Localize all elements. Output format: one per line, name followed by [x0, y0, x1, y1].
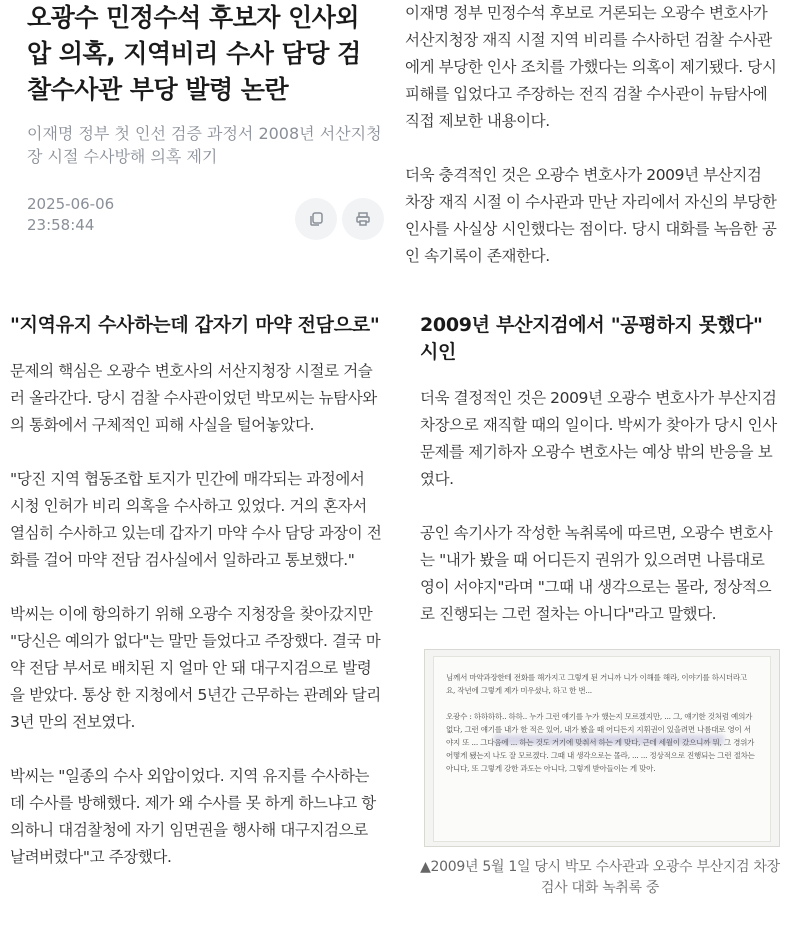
paragraph: 더욱 충격적인 것은 오광수 변호사가 2009년 부산지검 차장 재직 시절 이 수사관과 만난 자리에서 자신의 부당한 인사를 사실상 시인했다는 점이다. 당시 대화를 녹음한 공인 속기록이 존재한다. [405, 166, 777, 265]
print-icon [355, 211, 371, 227]
section-title: 2009년 부산지검에서 "공평하지 못했다" 시인 [420, 314, 763, 363]
publish-date: 2025-06-06 [27, 195, 115, 213]
subheadline: 이재명 정부 첫 인선 검증 과정서 2008년 서산지청장 시절 수사방해 의혹 제기 [27, 124, 382, 166]
publish-time: 23:58:44 [27, 216, 95, 234]
meta-row [27, 194, 382, 254]
paragraph: 공인 속기사가 작성한 녹취록에 따르면, 오광수 변호사는 "내가 봤을 때 어디든지 권위가 있으려면 나름대로 영이 서야지"라며 "그때 내 생각으로는 몰라, 정상적으로 진행되는 그런 절차는 아니다"라고 말했다. [420, 524, 773, 623]
paragraph: 박씨는 이에 항의하기 위해 오광수 지청장을 찾아갔지만 "당신은 예의가 없다"는 말만 들었다고 주장했다. 결국 마약 전담 부서로 배치된 지 얼마 안 돼 대구지검으로 발령을 받았다. 통상 한 지청에서 5년간 근무하는 관례와 달리 3년 만의 전보였다. [10, 605, 381, 731]
print-button[interactable] [342, 198, 384, 240]
paragraph: "당진 지역 협동조합 토지가 민간에 매각되는 과정에서 시청 인허가 비리 의혹을 수사하고 있었다. 거의 혼자서 열심히 수사하고 있는데 갑자기 마약 수사 담당 과장이 전화를 걸어 마약 전담 검사실에서 일하라고 통보했다." [10, 470, 382, 569]
copy-button[interactable] [295, 198, 337, 240]
intro-section [405, 0, 780, 297]
paragraph: 더욱 결정적인 것은 2009년 오광수 변호사가 부산지검 차장으로 재직할 때의 일이다. 박씨가 찾아가 당시 인사 문제를 제기하자 오광수 변호사는 예상 밖의 반응을 보였다. [420, 389, 777, 488]
photo-caption: ▲2009년 5월 1일 당시 박모 수사관과 오광수 부산지검 차장검사 대화 녹취록 중 [420, 859, 780, 896]
transcript-paper [433, 656, 771, 842]
paragraph: 문제의 핵심은 오광수 변호사의 서산지청장 시절로 거슬러 올라간다. 당시 검찰 수사관이었던 박모씨는 뉴탐사와의 통화에서 구체적인 피해 사실을 털어놓았다. [10, 362, 377, 434]
transcript-photo[interactable] [424, 649, 780, 847]
copy-icon [308, 211, 324, 227]
headline: 오광수 민정수석 후보자 인사외압 의혹, 지역비리 수사 담당 검찰수사관 부당 발령 논란 [27, 3, 361, 104]
transcript-text: 님께서 마약과장한테 전화를 해가지고 그렇게 된 거니까 니가 이해를 해라, 이야기를 하시더라고요, 작년에 그렇게 제가 미우셨나, 하고 한 번... 오광수 : 하하하하.. 하하.. 누가 그런 얘기를 누가 했는지 모르겠지만, ... 그, 얘기한 것처럼 예의가 없다, 그런 얘기를 내가 한 적은 있어, 내가 봤을 때 어디든지 지휘권이 있을려면 나름대로 영이 서야지 또 ... 그다음에 ... 하는 것도 거기에 맞춰서 하는 게 맞다, 근데 세월이 갔으니까 뭐, 그 경위가 어떻게 됐는지 나도 잘 모르겠다. 그때 내 생각으로는 몰라, ... ... 정상적으로 진행되는 그런 절차는 아니다, 또 그렇게 강한 과도는 아니다, 그렇게 받아들이는 게 맞아. [446, 673, 755, 773]
section-title: "지역유지 수사하는데 갑자기 마약 전담으로" [10, 314, 380, 336]
paragraph: 박씨는 "일종의 수사 외압이었다. 지역 유지를 수사하는데 수사를 방해했다. 제가 왜 수사를 못 하게 하느냐고 항의하니 대검찰청에 자기 임면권을 행사해 대구지검으로 날려버렸다"고 주장했다. [10, 767, 376, 866]
article-header [27, 0, 382, 254]
paragraph: 이재명 정부 민정수석 후보로 거론되는 오광수 변호사가 서산지청장 재직 시절 지역 비리를 수사하던 검찰 수사관에게 부당한 인사 조치를 가했다는 의혹이 제기됐다. 당시 피해를 입었다고 주장하는 전직 검찰 수사관이 뉴탐사에 직접 제보한 내용이다. [405, 4, 777, 130]
section-busan-admission [420, 300, 780, 899]
section-drug-reassignment [10, 300, 382, 898]
